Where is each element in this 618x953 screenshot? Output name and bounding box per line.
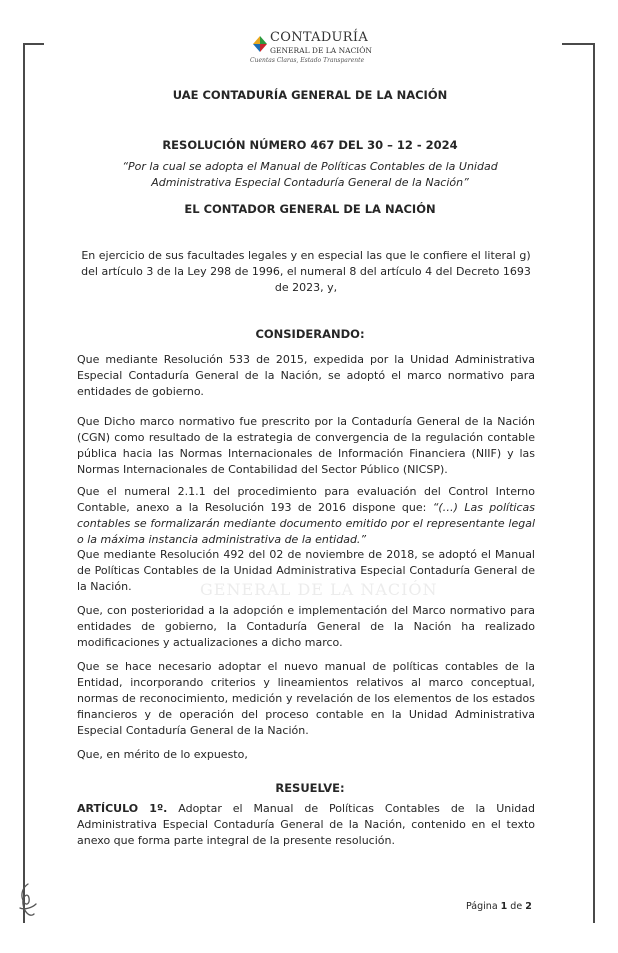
signature-initials-icon (14, 878, 42, 922)
considerando-paragraph-5: Que, con posterioridad a la adopción e implementación del Marco normativo para entidades de gobierno, la Contaduría General de la Nación ha realizado modificaciones y actualizaciones a dicho marco. (77, 604, 535, 649)
considerando-paragraph-1: Que mediante Resolución 533 de 2015, expedida por la Unidad Administrativa Especial Contaduría General de la Nación, se adoptó el marco normativo para entidades de gobierno. (77, 353, 535, 398)
contaduria-logo (250, 29, 380, 69)
logo-subname: GENERAL DE LA NACIÓN (270, 46, 372, 55)
intro-paragraph: En ejercicio de sus facultades legales y en especial las que le confiere el literal g) del artículo 3 de la Ley 298 de 1996, el numeral 8 del artículo 4 del Decreto 1693 de 2023, y, (81, 249, 531, 294)
frame-corner-top-left (23, 43, 44, 45)
considerando-paragraph-6: Que se hace necesario adoptar el nuevo manual de políticas contables de la Entidad, incorporando criterios y lineamientos relativos al marco conceptual, normas de reconocimiento, medición y revelación de los elementos de los estados financieros y de operación del proceso contable en la Unidad Administrativa Especial Contaduría General de la Nación. (77, 660, 535, 737)
page-total: 2 (525, 901, 532, 912)
page-mid: de (507, 901, 526, 912)
contaduria-logo-mark-icon (250, 30, 270, 58)
frame-border-left (23, 43, 25, 923)
entity-title: UAE CONTADURÍA GENERAL DE LA NACIÓN (172, 88, 448, 102)
page-number (466, 901, 532, 912)
considerando-paragraph-7: Que, en mérito de lo expuesto, (77, 748, 248, 761)
article-1 (77, 801, 535, 849)
considerando-paragraph-3 (77, 484, 535, 548)
resolution-title: RESOLUCIÓN NÚMERO 467 DEL 30 – 12 - 2024 (162, 138, 458, 152)
authority-title: EL CONTADOR GENERAL DE LA NACIÓN (184, 202, 436, 216)
subtitle-line-2: Administrativa Especial Contaduría General de la Nación” (151, 176, 469, 189)
frame-border-right (593, 43, 595, 923)
subtitle-line-1: “Por la cual se adopta el Manual de Políticas Contables de la Unidad (122, 160, 498, 173)
article-1-label: ARTÍCULO 1º. (77, 802, 168, 815)
page-prefix: Página (466, 901, 501, 912)
considerando-paragraph-2: Que Dicho marco normativo fue prescrito por la Contaduría General de la Nación (CGN) como resultado de la estrategia de convergencia de la regulación contable pública hacia las Normas Internacionales de Información Financiera (NIIF) y las Normas Internacionales de Contabilidad del Sector Público (NICSP). (77, 415, 535, 476)
frame-corner-top-right (562, 43, 595, 45)
considerando-paragraph-4: Que mediante Resolución 492 del 02 de noviembre de 2018, se adoptó el Manual de Políticas Contables de la Unidad Administrativa Especial Contaduría General de la Nación. (77, 548, 535, 593)
logo-tagline: Cuentas Claras, Estado Transparente (250, 57, 365, 64)
logo-name: CONTADURÍA (270, 30, 369, 45)
watermark: GENERAL DE LA NACIÓN (200, 580, 438, 599)
article-1-text: Adoptar el Manual de Políticas Contables de la Unidad Administrativa Especial Contaduría General de la Nación, contenido en el texto anexo que forma parte integral de la presente resolución. (77, 802, 535, 847)
page-current: 1 (500, 901, 508, 912)
resuelve-heading: RESUELVE: (275, 781, 345, 795)
paragraph-3-quote: “(…) Las políticas contables se formalizarán mediante documento emitido por el representante legal o la máxima instancia administrativa de la entidad.” (77, 501, 536, 546)
resolution-subtitle (60, 159, 560, 191)
considerando-heading: CONSIDERANDO: (255, 327, 365, 341)
paragraph-3-text: Que el numeral 2.1.1 del procedimiento para evaluación del Control Interno Contable, anexo a la Resolución 193 de 2016 dispone que: (77, 485, 535, 514)
